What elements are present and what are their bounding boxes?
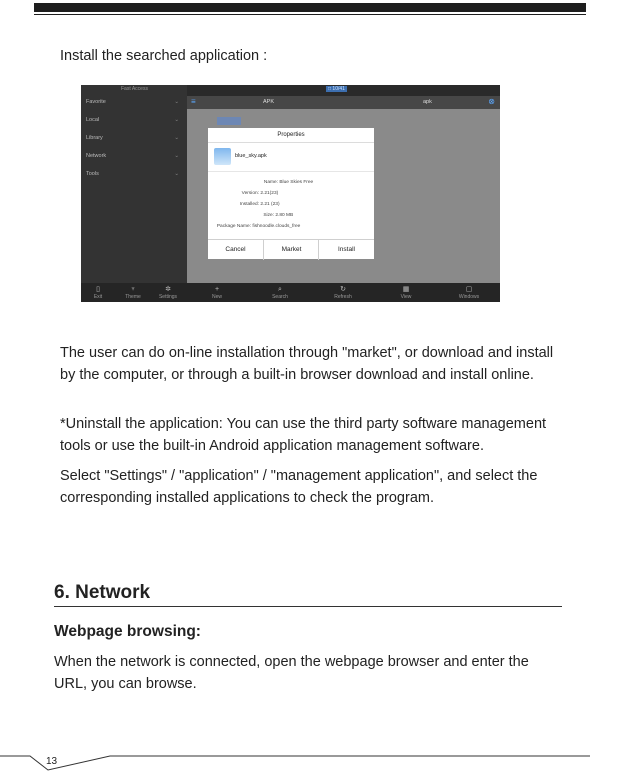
- plus-icon: +: [214, 286, 220, 293]
- file-name: blue_sky.apk: [235, 153, 267, 159]
- body-paragraph: Select "Settings" / "application" / "management application", and select the corresponding installed applications to check the program.: [60, 468, 538, 506]
- info-row-installed: Installed: 2.21 (23): [239, 202, 280, 207]
- sidebar-item-favorite[interactable]: Favorite ⌄: [86, 99, 179, 105]
- sidebar-item-tools[interactable]: Tools ⌄: [86, 171, 179, 177]
- new-button[interactable]: + New: [197, 285, 237, 300]
- close-icon[interactable]: ⊗: [488, 97, 495, 106]
- refresh-button[interactable]: ↻ Refresh: [323, 285, 363, 300]
- install-button[interactable]: Install: [338, 246, 355, 253]
- dialog-title: Properties: [208, 128, 374, 143]
- intro-text: Install the searched application :: [60, 48, 268, 64]
- properties-dialog: [208, 128, 374, 259]
- tab-apk-search[interactable]: apk: [423, 99, 432, 105]
- theme-button[interactable]: ♆ Theme: [113, 285, 153, 300]
- chevron-down-icon: ⌄: [174, 153, 179, 159]
- header-rule: [34, 14, 586, 15]
- path-indicator: □ 10/41: [328, 86, 345, 92]
- body-paragraph: When the network is connected, open the webpage browser and enter the URL, you can browse.: [54, 654, 529, 692]
- dialog-buttons: [208, 239, 374, 260]
- windows-icon: ▢: [465, 286, 473, 293]
- header-bar: [34, 3, 586, 12]
- body-paragraph: The user can do on-line installation through "market", or download and install by the computer, or through a built-in browser download and install online.: [60, 345, 554, 383]
- chevron-down-icon: ⌄: [174, 99, 179, 105]
- refresh-icon: ↻: [340, 286, 346, 293]
- tab-apk[interactable]: APK: [263, 99, 275, 105]
- chevron-down-icon: ⌄: [174, 135, 179, 141]
- exit-button[interactable]: ▯ Exit: [81, 285, 118, 300]
- file-row: [214, 148, 364, 170]
- sidebar-item-local[interactable]: Local ⌄: [86, 117, 179, 123]
- view-button[interactable]: ▦ View: [386, 285, 426, 300]
- bottom-toolbar: [81, 283, 500, 302]
- menu-icon[interactable]: ≡: [191, 97, 196, 106]
- chevron-down-icon: ⌄: [174, 171, 179, 177]
- apk-icon: [214, 148, 231, 165]
- sidebar: [81, 85, 187, 283]
- section-rule: [54, 606, 562, 607]
- body-paragraph: *Uninstall the application: You can use the third party software management tools or use the built-in Android application management software.: [60, 416, 547, 454]
- grid-icon: ▦: [402, 286, 410, 293]
- windows-button[interactable]: ▢ Windows: [449, 285, 489, 300]
- theme-icon: ♆: [130, 286, 136, 293]
- divider: [208, 171, 374, 172]
- settings-button[interactable]: ✲ Settings: [148, 285, 188, 300]
- search-icon: ⌕: [278, 286, 282, 293]
- file-thumbnail[interactable]: [217, 117, 241, 125]
- section-title: 6. Network: [54, 582, 151, 603]
- search-button[interactable]: ⌕ Search: [260, 285, 300, 300]
- info-row-name: Name: Blue Skies Free: [263, 180, 314, 185]
- market-button[interactable]: Market: [281, 246, 302, 253]
- footer-rule: [0, 752, 620, 773]
- subsection-title: Webpage browsing:: [54, 623, 201, 640]
- page-number: 13: [46, 756, 58, 767]
- cancel-button[interactable]: Cancel: [225, 246, 246, 253]
- info-row-size: Size: 2.80 MB: [263, 213, 294, 218]
- top-toolbar: [187, 96, 500, 109]
- sidebar-item-network[interactable]: Network ⌄: [86, 153, 179, 159]
- sidebar-title: Fast Access: [121, 86, 148, 92]
- info-row-package: Package Name: fishnoodle.clouds_free: [216, 224, 301, 229]
- sidebar-item-library[interactable]: Library ⌄: [86, 135, 179, 141]
- gear-icon: ✲: [165, 286, 171, 293]
- info-row-version: Version: 2.21(23): [241, 191, 279, 196]
- chevron-down-icon: ⌄: [174, 117, 179, 123]
- exit-icon: ▯: [96, 286, 100, 293]
- app-screenshot: [81, 85, 500, 302]
